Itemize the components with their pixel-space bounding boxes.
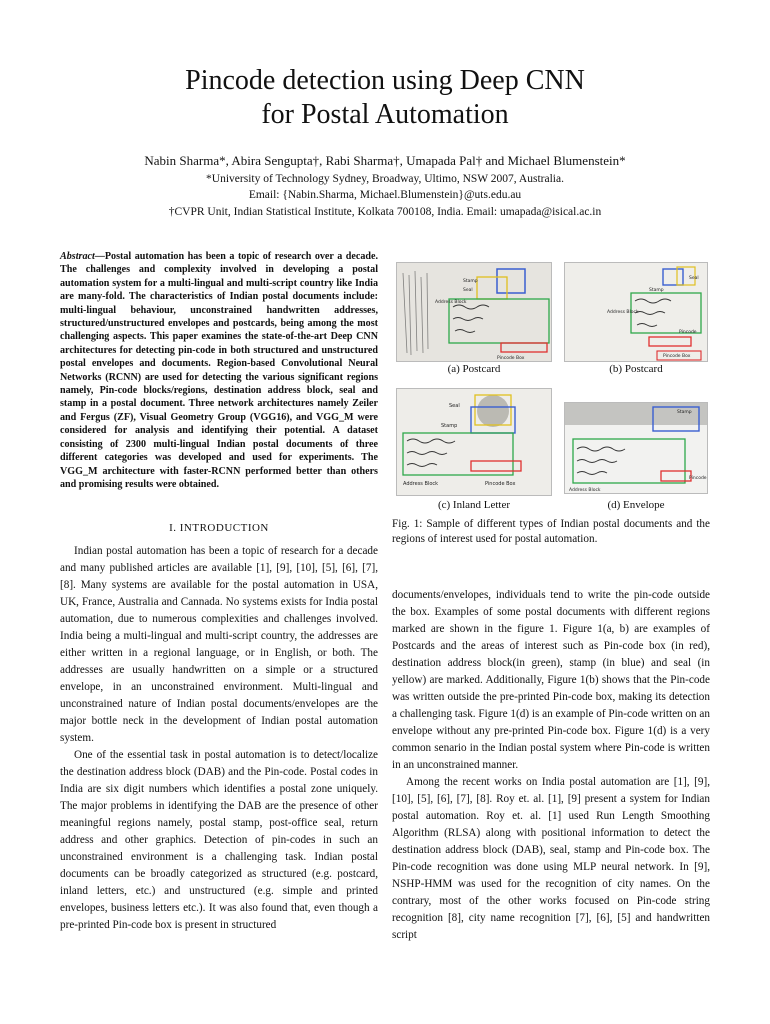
intro-left-column: [60, 543, 378, 934]
label-a-address: Address Block: [435, 300, 467, 305]
label-c-address: Address Block: [403, 481, 439, 487]
intro-paragraph-1: Indian postal automation has been a topic of research for a decade and many published articles are available [1], [9], [10], [5], [6], [7], [8]. Many systems are available for the postal automation in USA, UK, France, Australia and Cannada. No systems exists for India postal automation, due to numerous complexities and challenges involved. India being a multi-lingual and multi-script country, the addresses are either written in a regional language, or in English, or both. The addresses are usually handwritten on a simple or a structured envelope, in an unconstrained environment. Multi-lingual and unconstrained nature of Indian postal documents/envelopes are the major bottle neck in the development of Indian postal automation system.: [60, 545, 378, 744]
subcaption-d: (d) Envelope: [607, 499, 665, 511]
title-line-1: Pincode detection using Deep CNN: [185, 65, 585, 96]
subcaption-b: (b) Postcard: [609, 363, 663, 375]
subcaption-c: (c) Inland Letter: [437, 499, 511, 511]
label-b-stamp: Stamp: [649, 288, 664, 293]
abstract-text: —Postal automation has been a topic of research over a decade. The challenges and complexity involved in developing a postal automation system for a multi-lingual and multi-script country like India are many-fold. The characteristics of Indian postal documents include: multi-lingual behaviour, unconstrained handwritten addresses, structured/unstructured envelopes and postcards, being among the most challenging aspects. This paper examines the state-of-the-art Deep CNN architectures for detecting pin-code in both structured and unstructured postal envelopes and documents. Region-based Convolutional Neural Networks (RCNN) are used for detecting the various significant regions namely, Pin-code blocks/regions, destination address block, seal and stamp in a postal document. Three network architectures namely Zeiler and Fergus (ZF), Visual Geometry Group (VGG16), and VGG_M were considered for analysis and identifying their potential. A dataset consisting of 2300 multi-lingual Indian postal documents of three different categories was developed and used for experiments. The VGG_M architecture with faster-RCNN performed better than others and promising results were obtained.: [60, 251, 378, 490]
label-b-pincode: Pincode: [679, 330, 697, 335]
label-b-pincode-box: Pincode Box: [663, 354, 691, 359]
subcaption-a: (a) Postcard: [447, 363, 501, 375]
section-heading: I. INTRODUCTION: [169, 522, 269, 534]
intro-right-column: [392, 587, 710, 944]
affiliation-isi: †CVPR Unit, Indian Statistical Institute, Kolkata 700108, India. Email: umapada@isical.ac.in: [168, 206, 602, 218]
label-d-pincode: Pincode: [689, 476, 707, 481]
label-b-address: Address Block: [607, 310, 639, 315]
figure-caption: Fig. 1: Sample of different types of Indian postal documents and the regions of interest used for postal automation.: [392, 518, 710, 545]
figure-panel-d: [564, 402, 708, 494]
paper-title: [0, 64, 770, 132]
label-c-seal: Seal: [449, 403, 460, 409]
label-d-address: Address Block: [569, 488, 601, 493]
label-c-stamp: Stamp: [441, 423, 458, 429]
label-a-stamp: Stamp: [463, 279, 478, 284]
affiliation-uts: *University of Technology Sydney, Broadway, Ultimo, NSW 2007, Australia.: [206, 173, 564, 185]
label-a-seal: Seal: [463, 288, 473, 293]
figure-panel-c: [396, 388, 552, 496]
label-b-seal: Seal: [689, 276, 699, 281]
label-c-pincode-box: Pincode Box: [485, 481, 516, 487]
title-line-2: for Postal Automation: [261, 99, 509, 130]
intro-paragraph-2: One of the essential task in postal automation is to detect/localize the destination address block (DAB) and the Pin-code. Postal codes in India are six digit numbers which identifies a postal zone uniquely. The major problems in identifying the DAB are the presence of other meaningful regions namely, postal stamp, post-office seal, return address and other graphics. Detection of pin-codes in such an unconstrained environment is a challenging task. Indian postal documents can be broadly categorized as structured (e.g. postcard, inland letters, etc.) and unstructured (e.g. simple and printed envelopes, business letters etc.). It was also found that, even though a pre-printed Pin-code box is present in structured: [60, 749, 378, 931]
intro-paragraph-4: Among the recent works on India postal automation are [1], [9], [10], [5], [6], [7], [8]. Roy et. al. [1], [9] present a system for Indian postal automation. Roy et. al. [1] used Run Length Smoothing Algorithm (RLSA) along with positional information to detect the destination address block (DAB), seal, stamp and Pin-code box. The Pin-code recognition was done using MLP neural network. In [9], NSHP-HMM was used for the recognition of city names. On the contrary, most of the other works focused on Pin-code string recognition [8], city name recognition [7], [6], [5] and handwritten script: [392, 776, 710, 941]
label-a-pincode-box: Pincode Box: [497, 356, 525, 361]
abstract: [60, 250, 378, 491]
figure-panel-b: [564, 262, 708, 362]
abstract-label: Abstract: [60, 251, 95, 262]
intro-paragraph-3: documents/envelopes, individuals tend to write the pin-code outside the box. Examples of some postal documents with different regions marked are shown in the figure 1. Figure 1(a, b) are examples of Postcards and the areas of interest such as Pin-code box (in red), destination address block(in green), stamp (in blue) and seal (in yellow) are marked. Additionally, Figure 1(b) shows that the Pin-code was written outside the pre-printed Pin-code box, making its detection a challenging task. Figure 1(d) is an example of Pin-code written on an envelope without any pre-printed Pin-code box. Figure 1(d) is a very common senario in the Indian postal system where Pin-code is written in an unconstrained manner.: [392, 589, 710, 771]
figure-panel-a: [396, 262, 552, 362]
author-list: Nabin Sharma*, Abira Sengupta†, Rabi Sharma†, Umapada Pal† and Michael Blumenstein*: [144, 153, 626, 168]
label-d-stamp: Stamp: [677, 410, 692, 415]
affiliation-uts-email: Email: {Nabin.Sharma, Michael.Blumenstein}@uts.edu.au: [248, 189, 522, 201]
